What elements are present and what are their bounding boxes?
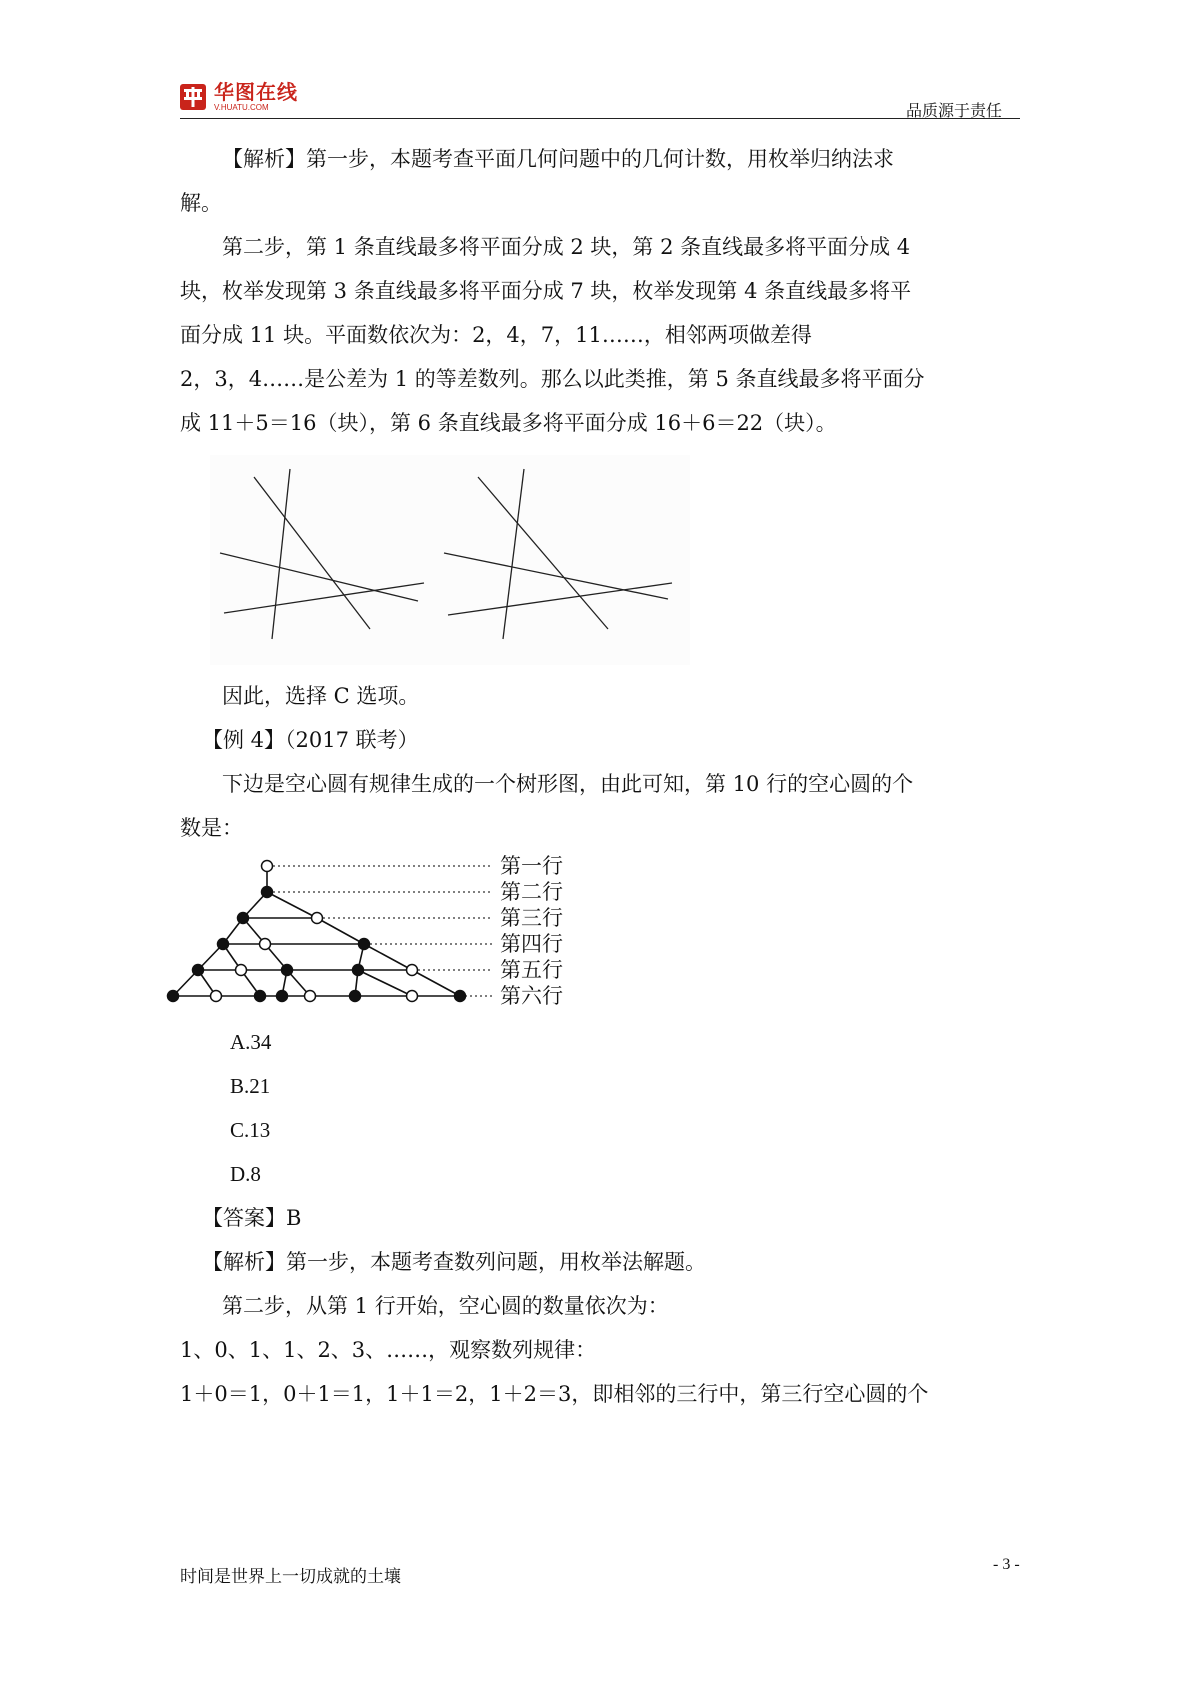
- lines-figure: [210, 455, 690, 665]
- tree-row-label-6: 第六行: [500, 984, 563, 1008]
- option-c: C.13: [230, 1118, 271, 1142]
- solution-line-4: 1＋0＝1，0＋1＝1，1＋1＝2，1＋2＝3，即相邻的三行中，第三行空心圆的个: [180, 1382, 929, 1406]
- footer-motto: 时间是世界上一切成就的土壤: [180, 1567, 401, 1587]
- tree-row-label-4: 第四行: [500, 932, 563, 956]
- solution-line-1: 【解析】第一步，本题考查数列问题，用枚举法解题。: [202, 1250, 706, 1274]
- option-d: D.8: [230, 1162, 261, 1186]
- tree-nodes: [168, 861, 466, 1002]
- tree-row-label-5: 第五行: [500, 958, 563, 982]
- question-line-2: 数是：: [180, 816, 243, 840]
- solution-line-2: 第二步，从第 1 行开始，空心圆的数量依次为：: [222, 1294, 669, 1318]
- tree-row-label-2: 第二行: [500, 880, 563, 904]
- tree-edges: [173, 866, 460, 996]
- tree-leaders: [273, 866, 492, 996]
- question-line-1: 下边是空心圆有规律生成的一个树形图，由此可知，第 10 行的空心圆的个: [222, 772, 914, 796]
- huatu-logo-icon: [180, 84, 206, 110]
- logo-url: V.HUATU.COM: [214, 103, 269, 112]
- tree-row-label-1: 第一行: [500, 854, 563, 878]
- step2-line-5: 成 11＋5＝16（块），第 6 条直线最多将平面分成 16＋6＝22（块）。: [180, 411, 837, 435]
- header-slogan: 品质源于责任: [905, 101, 1002, 120]
- option-a: A.34: [230, 1030, 272, 1054]
- option-b: B.21: [230, 1074, 271, 1098]
- tree-diagram: [160, 850, 580, 1020]
- step2-line-1: 第二步，第 1 条直线最多将平面分成 2 块，第 2 条直线最多将平面分成 4: [222, 235, 911, 259]
- step2-line-3: 面分成 11 块。平面数依次为：2，4，7，11……，相邻两项做差得: [180, 323, 812, 347]
- page-number: - 3 -: [993, 1556, 1020, 1573]
- page-header: [180, 82, 1020, 119]
- example-title: 【例 4】（2017 联考）: [202, 728, 419, 752]
- conclusion-line: 因此，选择 C 选项。: [222, 684, 420, 708]
- answer-line: 【答案】B: [202, 1206, 302, 1230]
- step2-line-2: 块，枚举发现第 3 条直线最多将平面分成 7 块，枚举发现第 4 条直线最多将平: [180, 279, 912, 303]
- solution-line-3: 1、0、1、1、2、3、……，观察数列规律：: [180, 1338, 597, 1362]
- tree-row-label-3: 第三行: [500, 906, 563, 930]
- step2-line-4: 2，3，4……是公差为 1 的等差数列。那么以此类推，第 5 条直线最多将平面分: [180, 367, 925, 391]
- huatu-logo: [180, 82, 298, 112]
- analysis-line-1: 【解析】第一步，本题考查平面几何问题中的几何计数，用枚举归纳法求: [222, 147, 894, 171]
- logo-name: 华图在线: [214, 80, 298, 104]
- analysis-line-2: 解。: [180, 191, 222, 215]
